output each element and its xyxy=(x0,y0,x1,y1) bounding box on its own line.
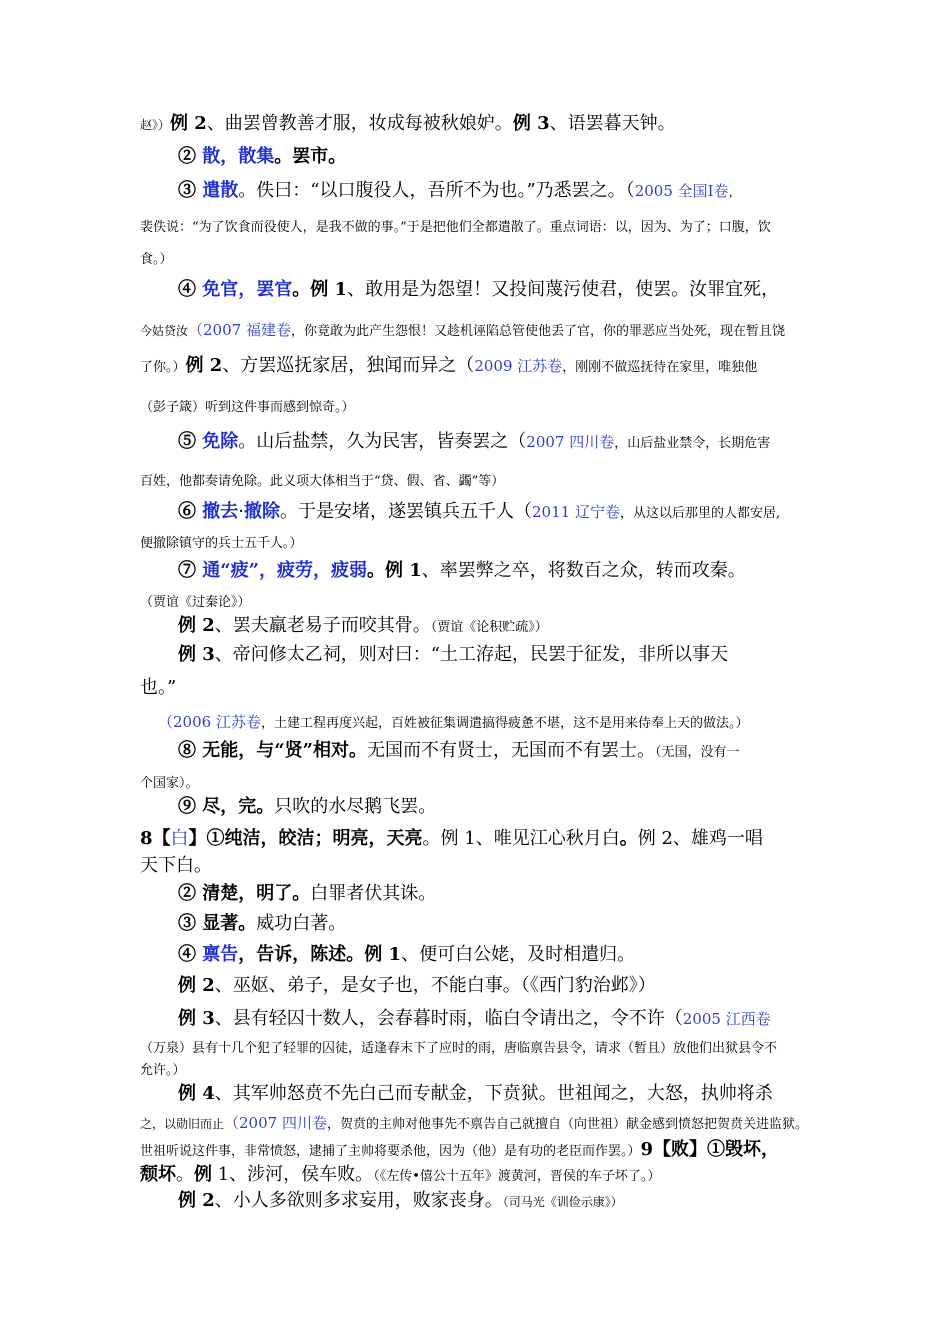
text-line xyxy=(140,393,830,421)
text-segment: 裴佚说：“为了饮食而役使人，是我不做的事。”于是把他们全都遣散了。重点词语：以，因为、为了；口腹，饮 xyxy=(140,220,771,235)
text-line xyxy=(178,558,830,584)
text-segment: ，贺贲的主帅对他事先不禀告自己就擅自（向世祖）献金感到愤怒把贺贲关进监狱。 xyxy=(326,1117,808,1132)
text-segment: 。罢市。 xyxy=(274,146,347,167)
text-line xyxy=(140,588,830,616)
text-line xyxy=(140,111,830,138)
text-segment: 例 3 xyxy=(178,644,215,665)
text-segment: 撤去 xyxy=(202,501,239,522)
text-segment: 9【败】①毁坏， xyxy=(640,1139,780,1160)
text-segment: ④ xyxy=(178,944,203,965)
text-segment: ，土建工程再度兴起，百姓被征集调遣搞得疲惫不堪，这不是用来侍奉上天的做法。） xyxy=(260,716,749,731)
text-line xyxy=(140,213,830,241)
text-segment: 2011 辽宁卷 xyxy=(532,503,620,521)
text-segment: ⑧ 无能，与“贤”相对。 xyxy=(178,740,367,761)
text-segment: ② xyxy=(178,146,203,167)
text-segment: 】①纯洁，皎洁；明亮，天亮 xyxy=(188,828,423,849)
text-segment: 撤除 xyxy=(244,501,281,522)
text-line xyxy=(178,429,830,457)
text-line xyxy=(140,853,830,879)
text-segment: ⑦ xyxy=(178,560,203,581)
text-segment: （2007 福建卷 xyxy=(188,321,291,339)
text-segment: 了你。） xyxy=(140,360,186,375)
text-segment: ，山后盐业禁令，长期危害 xyxy=(614,436,771,451)
text-segment: 颓坏 xyxy=(140,1164,176,1185)
text-segment: ，从这以后那里的人都安居, xyxy=(619,506,781,521)
text-segment: 1、涉河，侯车败。 xyxy=(212,1164,374,1185)
text-segment: 免除 xyxy=(202,431,239,452)
text-line xyxy=(178,1006,830,1032)
text-segment: 。佚曰：“以口腹役人，吾所不为也。”乃悉罢之。（ xyxy=(238,180,635,201)
text-segment: （司马光《训俭示康》） xyxy=(502,1195,623,1209)
text-segment: 。例 1 xyxy=(367,560,422,581)
text-segment: 、县有轻囚十数人，会春暮时雨，临白令请出之，令不许（ xyxy=(214,1008,683,1029)
text-line xyxy=(178,1188,830,1215)
text-line xyxy=(178,1081,830,1107)
text-segment: 2005 江西卷 xyxy=(682,1010,771,1028)
text-line xyxy=(178,738,830,766)
text-segment: （《左传•僖公十五年》渡黄河，晋侯的车子坏了。） xyxy=(373,1169,661,1184)
text-line xyxy=(178,642,830,668)
text-segment: 、语罢暮天钟。 xyxy=(549,113,676,134)
text-line xyxy=(178,499,830,527)
text-segment: 8【 xyxy=(140,828,171,849)
text-segment: 。山后盐禁，久为民害，皆奏罢之（ xyxy=(238,431,527,452)
text-segment: 个国家）。 xyxy=(140,776,199,791)
text-segment: 2009 江苏卷 xyxy=(474,357,563,375)
text-segment: ② 清楚，明了。 xyxy=(178,883,311,904)
text-segment: 例 2 xyxy=(178,1190,215,1211)
text-segment: 例 2 xyxy=(178,615,215,636)
text-segment: 也。” xyxy=(140,677,177,698)
text-line xyxy=(140,1110,830,1138)
text-segment: 免官，罢官 xyxy=(202,279,293,300)
text-segment: 通“疲”，疲劳，疲弱 xyxy=(202,560,367,581)
text-line xyxy=(140,467,830,495)
text-segment: 。例 1、唯见江心秋月白 xyxy=(422,828,620,849)
text-segment: 白 xyxy=(170,828,189,849)
text-line xyxy=(140,1162,830,1190)
text-segment: 禀告 xyxy=(202,944,239,965)
text-line xyxy=(178,794,830,820)
text-segment: 食。） xyxy=(140,252,173,267)
text-segment: 便撤除镇守的兵士五千人。） xyxy=(140,536,303,551)
text-segment: · xyxy=(238,501,245,522)
text-segment: ⑤ xyxy=(178,431,203,452)
text-segment: 例 2、雄鸡一唱 xyxy=(637,828,763,849)
text-segment: 、小人多欲则多求妄用，败家丧身。 xyxy=(214,1190,503,1211)
text-line xyxy=(178,881,830,907)
text-segment: （贾谊《论积贮疏》） xyxy=(430,620,548,635)
text-segment: （彭子箴）听到这件事而感到惊奇。） xyxy=(140,400,355,415)
text-line xyxy=(158,709,830,737)
text-segment: 天下白。 xyxy=(140,855,212,876)
text-segment: 、帝问修太乙祠，则对曰：“土工洊起，民罢于征发，非所以事天 xyxy=(214,644,728,665)
text-segment: 只吹的水尽鹅飞罢。 xyxy=(274,796,437,817)
text-segment: 威功白著。 xyxy=(256,913,347,934)
text-line xyxy=(140,529,830,557)
text-segment: 散，散集 xyxy=(202,146,275,167)
text-segment: ，你竟敢为此产生怨恨！又趁机诬陷总管使他丢了官，你的罪恶应当处死，现在暂且饶 xyxy=(290,324,785,339)
text-line xyxy=(140,245,830,273)
text-segment: 、其军帅怒贲不先白己而专献金，下贲狱。世祖闻之，大怒，执帅将杀 xyxy=(214,1083,773,1104)
text-segment: （万泉）县有十几个犯了轻罪的囚徒，适逢春末下了应时的雨，唐临禀告县令，请求（暂且）放他们出狱县令不 xyxy=(140,1041,778,1056)
text-line xyxy=(178,973,830,999)
text-segment: 。于是安堵，遂罢镇兵五千人（ xyxy=(280,501,533,522)
text-segment: （无国，没有一 xyxy=(654,745,740,760)
text-segment: 世祖听说这件事，非常愤怒，逮捕了主帅将要杀他，因为（他）是有功的老臣而作罢。） xyxy=(140,1144,641,1159)
text-line xyxy=(178,911,830,937)
text-segment: 赵》） xyxy=(140,118,171,132)
text-segment: 遣散 xyxy=(202,180,239,201)
text-line xyxy=(140,769,830,797)
text-segment: 、罢夫羸老易子而咬其骨。 xyxy=(214,615,431,636)
text-segment: 无国而不有贤士，无国而不有罢士。 xyxy=(366,740,655,761)
text-segment: 、敢用是为怨望！又投间蔑污使君，使罢。汝罪宜死， xyxy=(347,279,780,300)
text-line xyxy=(178,144,830,170)
text-segment: ⑨ 尽，完。 xyxy=(178,796,275,817)
text-segment: 例 3 xyxy=(512,113,550,134)
text-line xyxy=(178,277,830,303)
text-segment: 之，以勋旧而止 xyxy=(140,1117,225,1131)
text-line xyxy=(178,613,830,641)
text-segment: 例 4 xyxy=(178,1083,215,1104)
text-segment: 例 2 xyxy=(178,975,215,996)
text-line xyxy=(178,942,830,968)
text-segment: 、便可白公姥，及时相遣归。 xyxy=(401,944,636,965)
text-segment: （贾谊《过秦论》） xyxy=(140,595,251,610)
text-segment: ④ xyxy=(178,279,203,300)
text-segment: ③ 显著。 xyxy=(178,913,257,934)
text-line xyxy=(178,178,830,205)
text-segment: 2005 全国Ⅰ卷 xyxy=(634,182,729,200)
text-segment: 、巫妪、弟子，是女子也，不能白事。（《西门豹治邺》） xyxy=(214,975,656,996)
text-segment: 2007 四川卷 xyxy=(526,433,615,451)
text-segment: ， xyxy=(728,185,741,199)
text-segment: （2007 四川卷 xyxy=(224,1114,327,1132)
text-segment: 、曲罢曾教善才服，妆成每被秋娘妒。 xyxy=(206,113,513,134)
text-segment: ，告诉，陈述。例 1 xyxy=(238,944,402,965)
text-segment: 例 xyxy=(194,1164,212,1185)
text-line xyxy=(140,317,830,345)
text-segment: 今姑贷汝 xyxy=(140,324,189,338)
text-segment: 白罪者伏其诛。 xyxy=(310,883,437,904)
text-segment: ③ xyxy=(178,180,203,201)
text-segment: 例 2 xyxy=(170,113,207,134)
text-segment: 允许。） xyxy=(140,1063,186,1078)
text-segment: 例 3 xyxy=(178,1008,215,1029)
text-line xyxy=(140,675,830,701)
text-line xyxy=(140,353,830,381)
text-segment: 。 xyxy=(619,828,638,849)
text-segment: 例 2 xyxy=(185,355,223,376)
text-segment: 百姓，他都奏请免除。此义项大体相当于“贷、假、省、蠲”等） xyxy=(140,474,505,489)
text-segment: ⑥ xyxy=(178,501,203,522)
text-segment: 、方罢巡抚家居，独闻而异之（ xyxy=(222,355,475,376)
text-line xyxy=(140,826,830,852)
text-line xyxy=(140,1137,830,1165)
text-segment: ，刚刚不做巡抚待在家里，唯独他 xyxy=(562,360,758,375)
text-segment: 。 xyxy=(176,1164,194,1185)
text-segment: 、率罢弊之卒，将数百之众，转而攻秦。 xyxy=(421,560,746,581)
text-segment: （2006 江苏卷 xyxy=(158,713,261,731)
text-line xyxy=(140,1056,830,1084)
text-segment: 。例 1 xyxy=(292,279,348,300)
